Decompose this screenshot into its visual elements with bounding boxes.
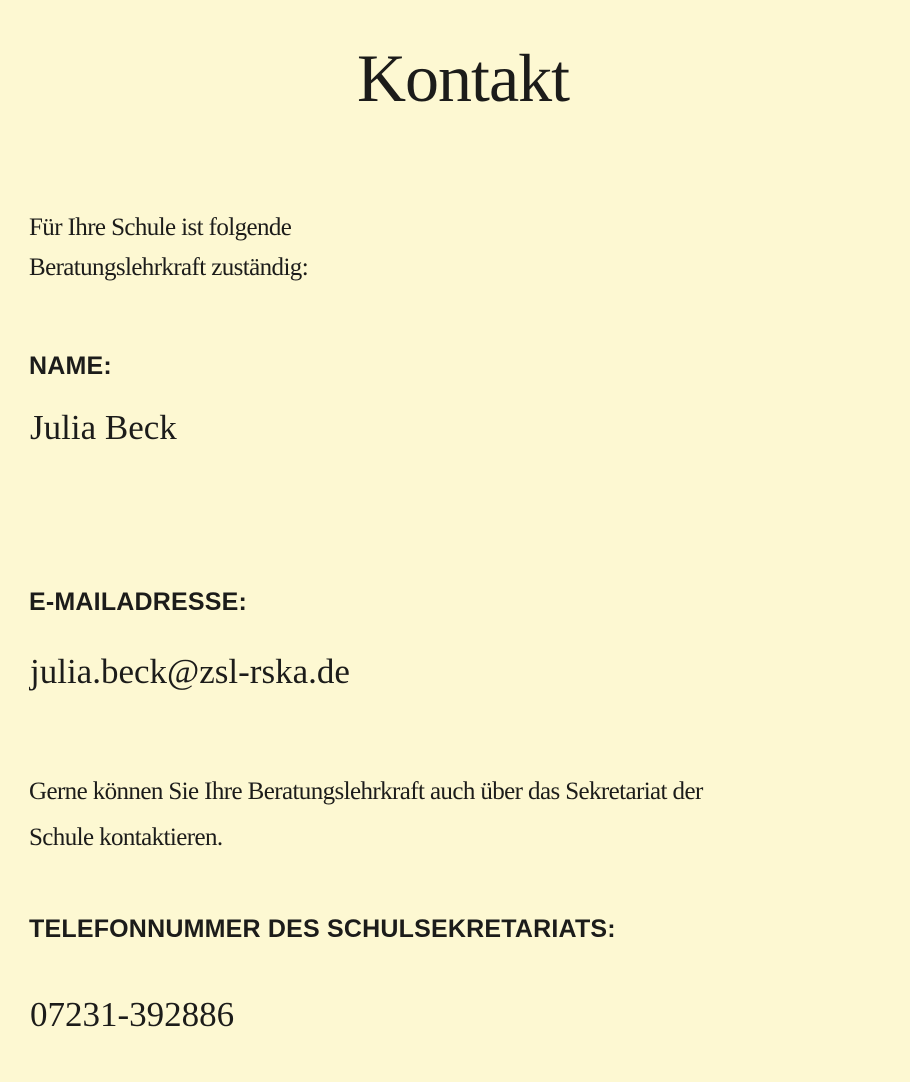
note-line-1: Gerne können Sie Ihre Beratungslehrkraft auch über das Sekretariat der [29, 778, 703, 805]
phone-label: TELEFONNUMMER DES SCHULSEKRETARIATS: [29, 915, 616, 943]
page-title: Kontakt [356, 40, 570, 116]
phone-value[interactable]: 07231-392886 [30, 995, 235, 1034]
secretariat-note [29, 769, 889, 861]
name-value: Julia Beck [30, 408, 177, 447]
intro-text [29, 208, 389, 288]
email-value [30, 650, 350, 694]
intro-line-2: Beratungslehrkraft zuständig: [29, 254, 309, 281]
note-line-2: Schule kontaktieren. [29, 824, 223, 851]
email-label: E-MAILADRESSE: [29, 588, 248, 616]
name-label: NAME: [29, 352, 112, 380]
email-link[interactable]: julia.beck@zsl-rska.de [30, 652, 350, 691]
intro-line-1: Für Ihre Schule ist folgende [29, 214, 292, 241]
